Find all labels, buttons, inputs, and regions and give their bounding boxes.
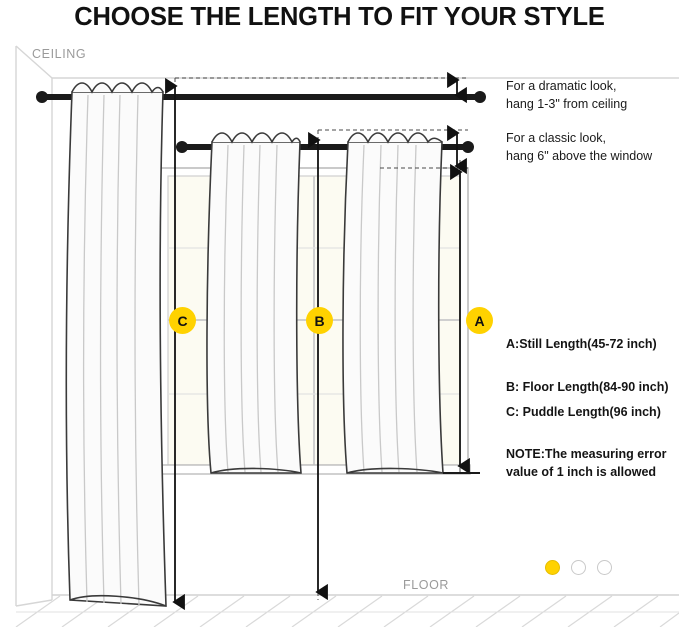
callout-classic-line1: For a classic look,	[506, 131, 607, 145]
callout-classic-line2: hang 6" above the window	[506, 149, 653, 163]
ceiling-label: CEILING	[32, 47, 87, 61]
carousel-dots[interactable]	[545, 560, 612, 575]
note-line1: NOTE:The measuring error	[506, 447, 667, 461]
legend-a: A:Still Length(45-72 inch)	[506, 337, 657, 351]
page-title: CHOOSE THE LENGTH TO FIT YOUR STYLE	[74, 3, 605, 31]
floor-label: FLOOR	[403, 578, 450, 592]
callout-dramatic-line1: For a dramatic look,	[506, 79, 617, 93]
legend-c: C: Puddle Length(96 inch)	[506, 405, 661, 419]
carousel-dot-2[interactable]	[571, 560, 586, 575]
badge-c: C	[169, 307, 196, 334]
note-line2: value of 1 inch is allowed	[506, 465, 657, 479]
carousel-dot-1[interactable]	[545, 560, 560, 575]
badge-b: B	[306, 307, 333, 334]
carousel-dot-3[interactable]	[597, 560, 612, 575]
curtain-panel-a	[343, 133, 443, 473]
legend-b: B: Floor Length(84-90 inch)	[506, 380, 669, 394]
callout-dramatic-line2: hang 1-3" from ceiling	[506, 97, 628, 111]
badge-a: A	[466, 307, 493, 334]
